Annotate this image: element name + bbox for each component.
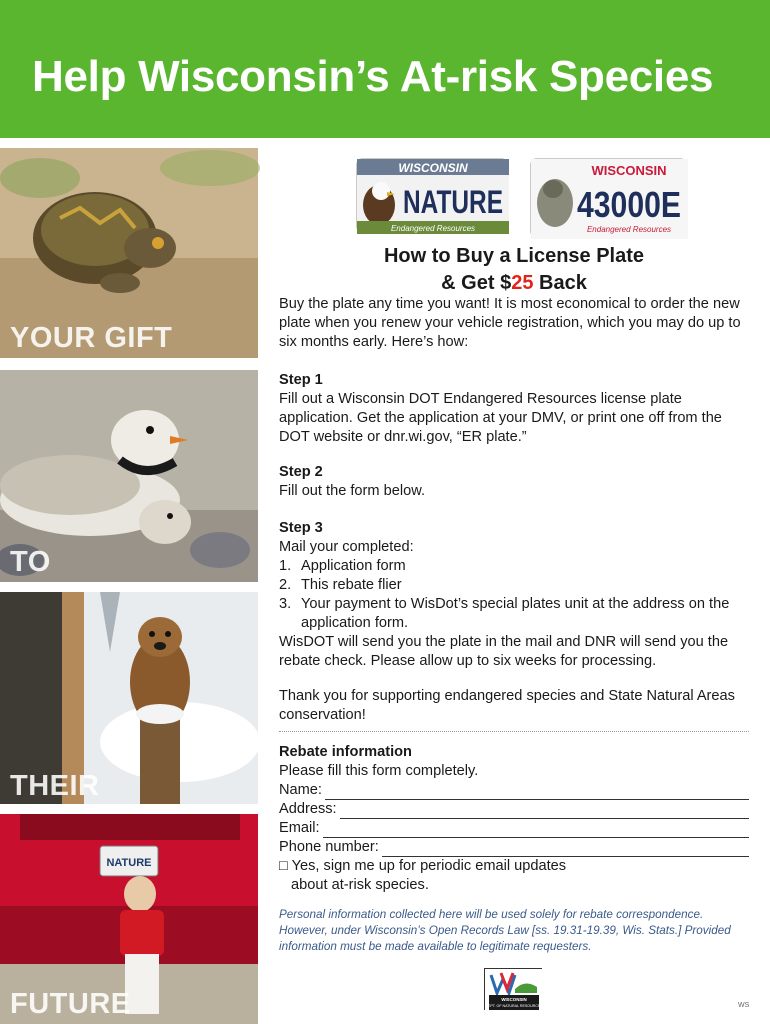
email-input-line[interactable] xyxy=(323,823,749,838)
list-item-text: Your payment to WisDot’s special plates unit at the address on the application form. xyxy=(301,596,730,631)
address-input-line[interactable] xyxy=(340,804,749,819)
step-2 xyxy=(279,463,749,501)
rebate-instruction: Please fill this form completely. xyxy=(279,763,479,779)
email-field[interactable] xyxy=(279,819,749,838)
caption-future: FUTURE xyxy=(10,988,131,1020)
plate1-state: WISCONSIN xyxy=(398,161,468,175)
phone-label: Phone number: xyxy=(279,839,379,855)
address-field[interactable] xyxy=(279,800,749,819)
phone-input-line[interactable] xyxy=(382,842,749,857)
howto-heading xyxy=(279,243,749,297)
step-1-title: Step 1 xyxy=(279,372,323,388)
plate1-main: NATURE xyxy=(403,184,503,220)
caption-their: THEIR xyxy=(10,770,100,802)
intro-paragraph: Buy the plate any time you want! It is most economical to order the new plate when you renew your vehicle registration, which you may do up to six months early. Here’s how: xyxy=(279,296,741,350)
marten-photo xyxy=(0,592,258,804)
caption-to: TO xyxy=(10,546,51,578)
howto-line2-pre: & Get $ xyxy=(441,272,512,294)
address-label: Address: xyxy=(279,801,337,817)
list-item-number: 1. xyxy=(279,558,292,574)
thanks-paragraph: Thank you for supporting endangered species and State Natural Areas conservation! xyxy=(279,688,735,723)
turtle-photo xyxy=(0,148,258,358)
howto-line2 xyxy=(279,270,749,297)
step-2-text: Fill out the form below. xyxy=(279,483,426,499)
footer-code: WS xyxy=(738,1002,750,1009)
section-divider xyxy=(279,731,749,732)
checkbox-icon[interactable]: □ xyxy=(279,858,288,874)
caption-your-gift: YOUR GIFT xyxy=(10,322,173,354)
list-item xyxy=(279,576,749,595)
checkbox-label: Yes, sign me up for periodic email updates xyxy=(291,858,567,874)
step-3 xyxy=(279,519,749,671)
step-3-text: Mail your completed: xyxy=(279,539,414,555)
list-item xyxy=(279,595,749,633)
rebate-form xyxy=(279,743,749,895)
phone-field[interactable] xyxy=(279,838,749,857)
name-input-line[interactable] xyxy=(325,785,749,800)
howto-line1: How to Buy a License Plate xyxy=(383,245,645,267)
email-label: Email: xyxy=(279,820,320,836)
privacy-disclaimer: Personal information collected here will be used solely for rebate correspondence. However, under Wisconsin’s Open Records Law [ss. 19.31-19.39, Wis. Stats.] Provided information must be made available to legitimate requesters. xyxy=(279,908,731,953)
step-3-title: Step 3 xyxy=(279,520,323,536)
nature-plate-image xyxy=(356,158,508,233)
step-1 xyxy=(279,371,749,447)
list-item-number: 3. xyxy=(279,596,292,612)
car-child-photo xyxy=(0,814,258,1024)
list-item-number: 2. xyxy=(279,577,292,593)
list-item-text: This rebate flier xyxy=(301,577,402,593)
mail-items-list xyxy=(279,557,749,633)
wisconsin-dnr-logo xyxy=(484,968,542,1010)
plate2-sub: Endangered Resources xyxy=(586,225,672,234)
plate1-sub: Endangered Resources xyxy=(390,224,476,233)
processing-note: WisDOT will send you the plate in the mail and DNR will send you the rebate check. Please allow up to six weeks for processing. xyxy=(279,634,729,669)
name-label: Name: xyxy=(279,782,322,798)
page-title: Help Wisconsin’s At-risk Species xyxy=(32,52,714,101)
plover-photo xyxy=(0,370,258,582)
header-banner xyxy=(0,0,770,138)
list-item-text: Application form xyxy=(301,558,406,574)
howto-line2-post: Back xyxy=(533,272,587,294)
logo-line2: DEPT. OF NATURAL RESOURCES xyxy=(485,1004,543,1008)
plate2-main: 43000E xyxy=(577,184,681,225)
step-1-text: Fill out a Wisconsin DOT Endangered Resources license plate application. Get the application at your DMV, or print one off from the DOT website or dnr.wi.gov, “ER plate.” xyxy=(279,391,722,445)
email-updates-option[interactable] xyxy=(279,857,749,876)
name-field[interactable] xyxy=(279,781,749,800)
plate2-state: WISCONSIN xyxy=(591,163,667,178)
wolf-plate-image xyxy=(530,158,687,238)
svg-text:NATURE: NATURE xyxy=(106,857,152,869)
step-2-title: Step 2 xyxy=(279,464,323,480)
logo-line1: WISCONSIN xyxy=(501,997,527,1002)
list-item xyxy=(279,557,749,576)
checkbox-label-continued: about at-risk species. xyxy=(291,877,429,893)
rebate-amount: 25 xyxy=(511,272,534,294)
rebate-title: Rebate information xyxy=(279,744,412,760)
